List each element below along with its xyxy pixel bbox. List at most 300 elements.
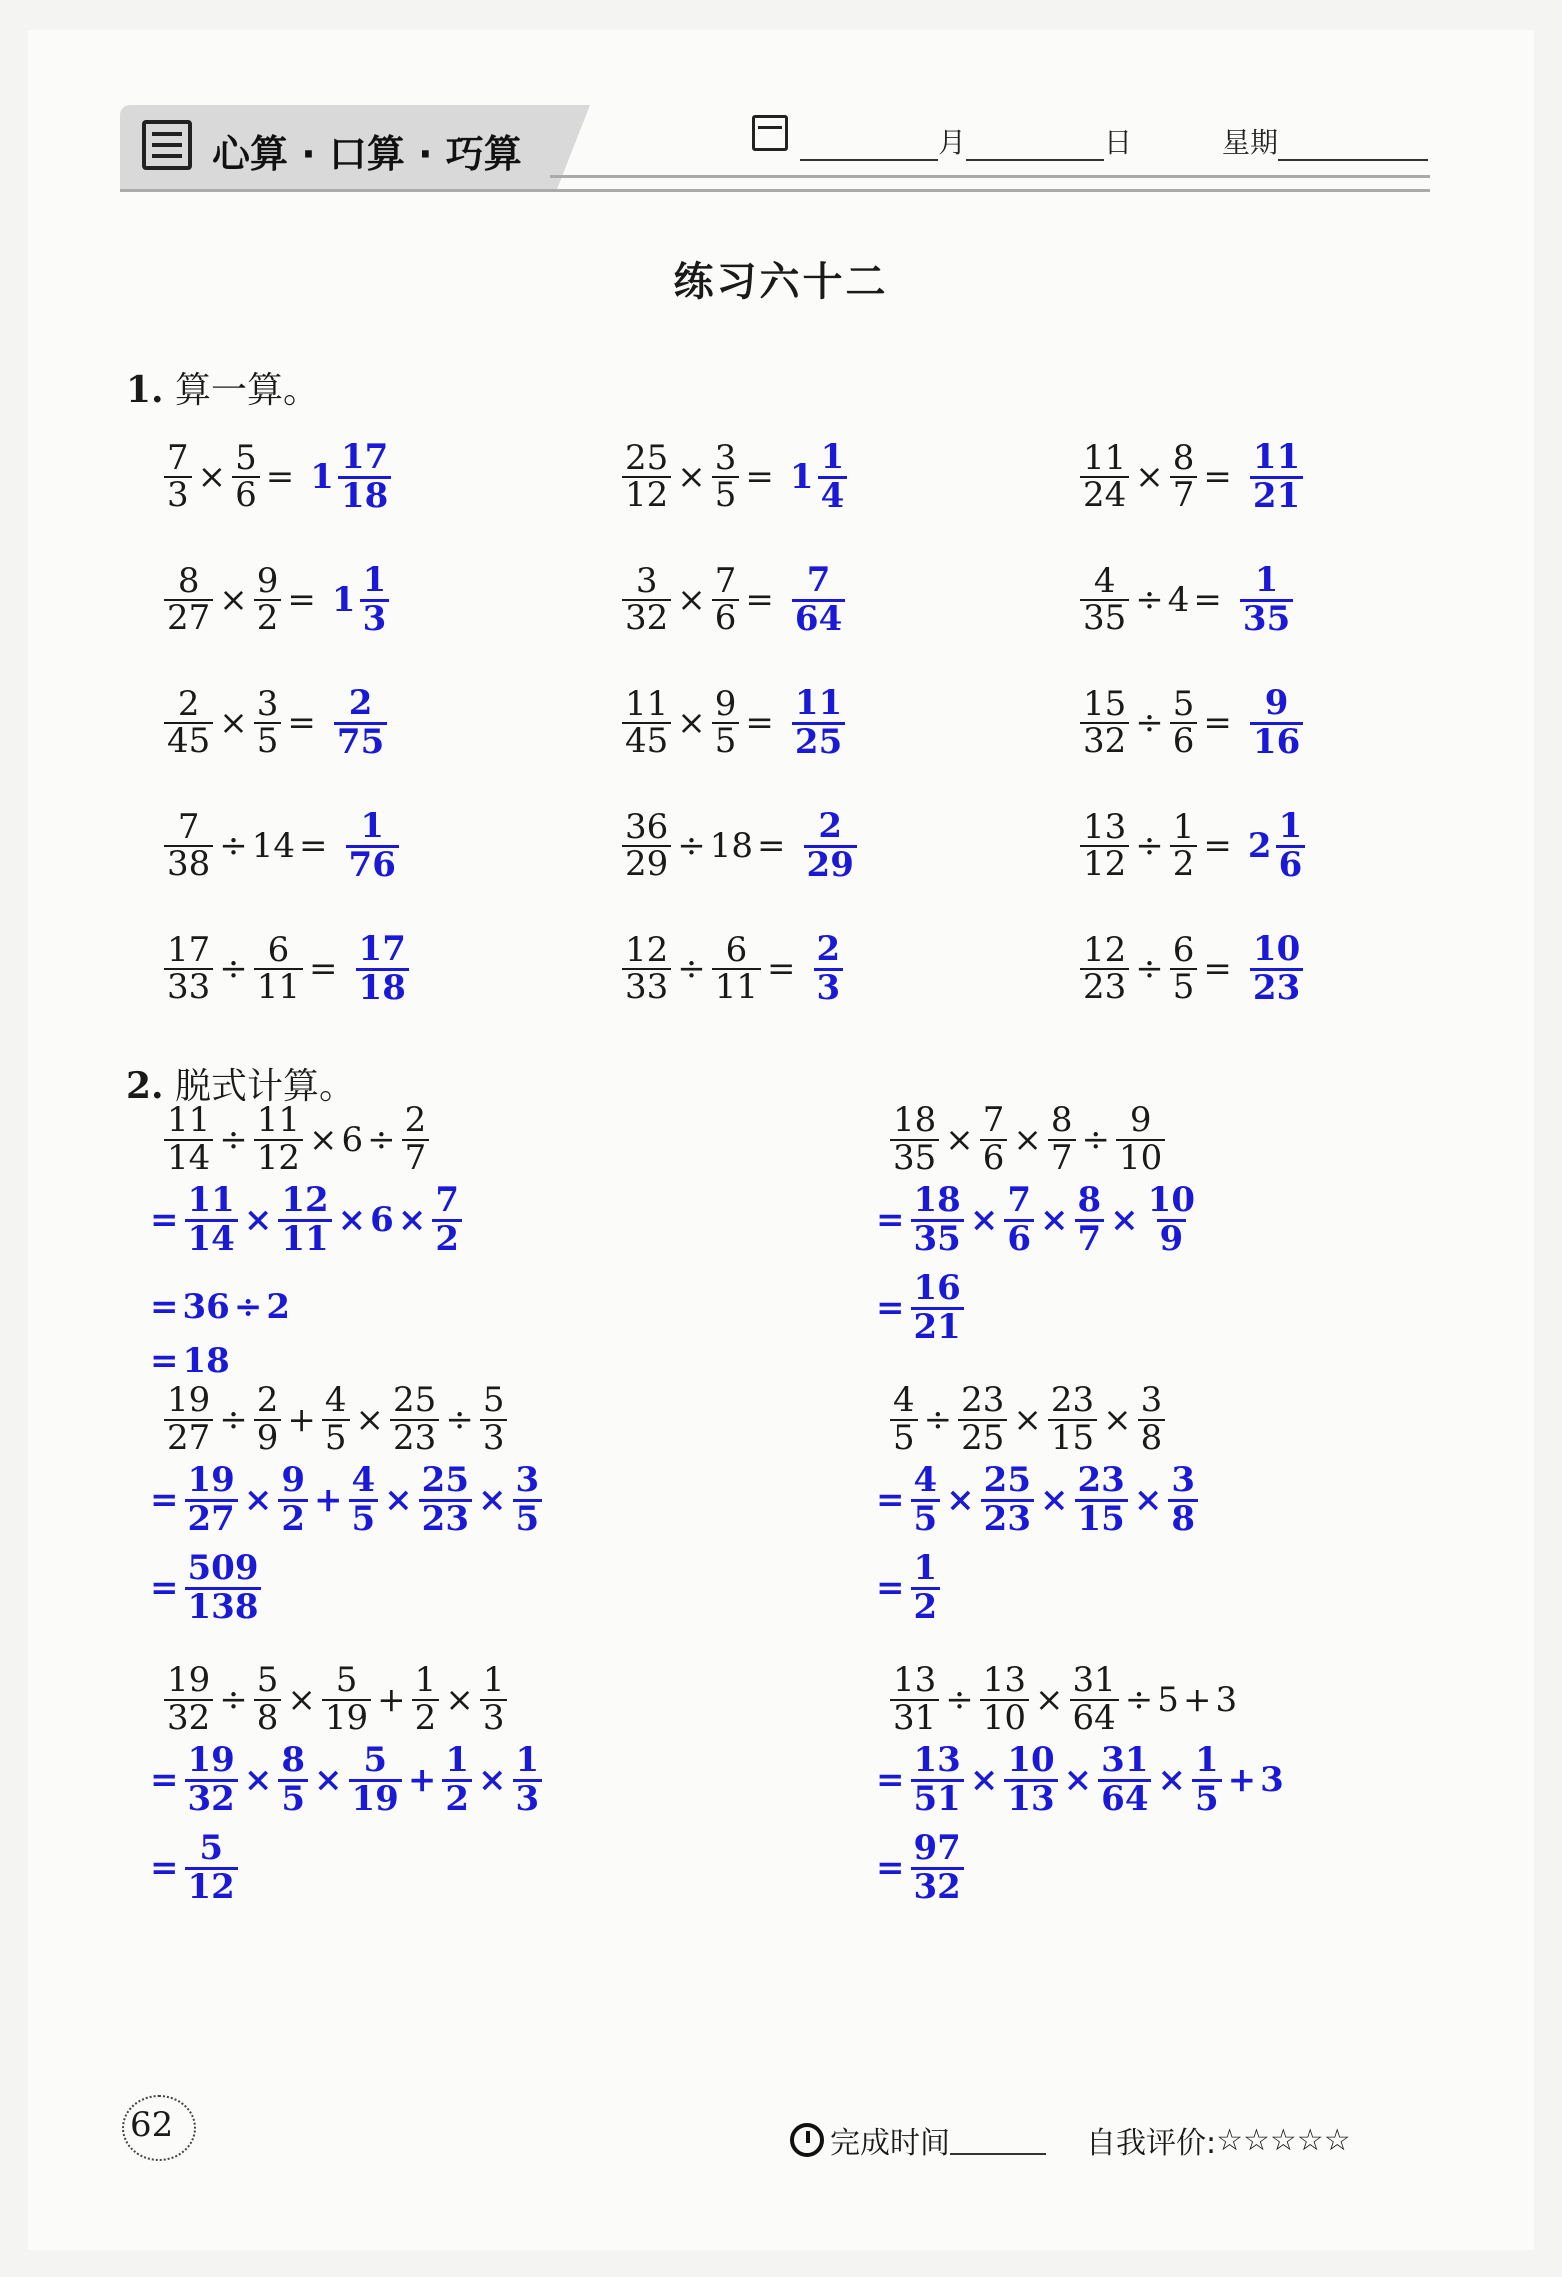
- denominator: 18: [356, 968, 409, 1007]
- numerator: 16: [913, 1268, 961, 1308]
- denominator: 5: [911, 1499, 941, 1538]
- equals-sign: =: [1203, 703, 1232, 744]
- numerator: 4: [913, 1460, 938, 1500]
- numerator: 25: [393, 1380, 437, 1420]
- answer: [1238, 560, 1295, 639]
- numerator: 4: [1093, 560, 1116, 601]
- calc-item: [162, 806, 401, 885]
- denominator: 25: [958, 1419, 1007, 1457]
- denominator: 32: [164, 1699, 213, 1737]
- denominator: 8: [254, 1699, 282, 1737]
- answer: [310, 437, 393, 516]
- operator: ×: [337, 1200, 367, 1241]
- fraction: [1170, 806, 1198, 885]
- denominator: 45: [164, 722, 213, 760]
- denominator: 12: [185, 1867, 238, 1906]
- operator: ÷: [1135, 580, 1164, 621]
- answer: [331, 560, 391, 639]
- clock-icon: [790, 2123, 824, 2157]
- equals-sign: =: [309, 949, 338, 990]
- fraction: [1004, 1180, 1034, 1259]
- section1-heading: 1. 算一算。: [126, 369, 320, 411]
- numerator: 1: [913, 1548, 938, 1588]
- operator: ×: [243, 1200, 273, 1241]
- denominator: 75: [334, 722, 387, 761]
- denominator: 64: [1098, 1779, 1151, 1818]
- answer: [790, 560, 847, 639]
- numerator: 10: [1147, 1180, 1195, 1220]
- fraction: [622, 560, 671, 639]
- answer: [812, 929, 846, 1008]
- equals-sign: =: [876, 1200, 905, 1241]
- operator: ÷: [233, 1287, 263, 1327]
- operator: ÷: [677, 949, 706, 990]
- numerator: 1: [445, 1740, 469, 1780]
- operator: ×: [397, 1200, 427, 1241]
- fraction: [1240, 560, 1293, 639]
- calc-item: [620, 683, 847, 762]
- calc-item: [1078, 560, 1295, 639]
- numerator: 19: [167, 1380, 211, 1420]
- calc-item: [162, 929, 411, 1008]
- calc-item: [620, 929, 845, 1008]
- number: 3: [1260, 1760, 1284, 1801]
- denominator: 6: [232, 476, 260, 514]
- numerator: 1: [1254, 560, 1279, 600]
- fraction: [1075, 1180, 1105, 1259]
- solution-step: [872, 1460, 1200, 1539]
- fraction: [232, 437, 260, 516]
- numerator: 25: [421, 1460, 469, 1500]
- denominator: 21: [1250, 476, 1303, 515]
- denominator: 15: [1075, 1499, 1128, 1538]
- operator: ×: [445, 1679, 474, 1720]
- operator: +: [287, 1399, 316, 1440]
- fraction: [890, 1100, 939, 1178]
- solution-step: [146, 1828, 240, 1907]
- number: 3: [1215, 1679, 1238, 1720]
- denominator: 19: [322, 1699, 371, 1737]
- numerator: 12: [625, 929, 669, 970]
- equals-sign: =: [745, 580, 774, 621]
- denominator: 2: [432, 1219, 462, 1258]
- fraction: [1250, 929, 1303, 1008]
- fraction: [1168, 1460, 1198, 1539]
- number: 6: [370, 1200, 394, 1241]
- fraction: [804, 806, 857, 885]
- number: 36: [182, 1287, 230, 1327]
- equals-sign: =: [876, 1288, 905, 1329]
- operator: ×: [946, 1480, 975, 1521]
- fraction: [254, 1100, 303, 1178]
- fraction: [254, 1380, 282, 1458]
- denominator: 3: [480, 1699, 508, 1737]
- fraction: [712, 560, 740, 639]
- calc-item: [1078, 929, 1305, 1008]
- denominator: 8: [1138, 1419, 1166, 1457]
- eval-label: 自我评价:: [1086, 2126, 1217, 2161]
- fraction: [911, 1180, 964, 1259]
- numerator: 3: [635, 560, 658, 601]
- equals-sign: =: [767, 949, 796, 990]
- denominator: 23: [1080, 968, 1129, 1006]
- denominator: 32: [622, 599, 671, 637]
- numerator: 9: [1129, 1100, 1152, 1140]
- numerator: 9: [256, 560, 279, 601]
- equals-sign: =: [150, 1568, 179, 1609]
- fraction: [322, 1380, 350, 1458]
- abacus-icon: [142, 120, 192, 170]
- numerator: 2: [818, 806, 843, 846]
- time-blank[interactable]: [950, 2125, 1046, 2155]
- solution-step: [872, 1180, 1200, 1259]
- fraction: [390, 1380, 439, 1458]
- denominator: 33: [164, 968, 213, 1006]
- denominator: 2: [442, 1779, 472, 1818]
- header-title: 心算 · 口算 · 巧算: [212, 132, 522, 176]
- denominator: 7: [1075, 1219, 1105, 1258]
- fraction: [1080, 806, 1129, 885]
- operator: ÷: [923, 1399, 953, 1440]
- fraction: [911, 1828, 964, 1907]
- fraction: [356, 929, 409, 1008]
- fraction: [1138, 1380, 1166, 1458]
- numerator: 7: [806, 560, 831, 600]
- fraction: [890, 1660, 939, 1738]
- operator: ×: [1040, 1200, 1069, 1241]
- equals-sign: =: [1193, 580, 1222, 621]
- answer-whole: 1: [310, 457, 334, 498]
- denominator: 12: [254, 1139, 303, 1177]
- operator: ÷: [1135, 826, 1164, 867]
- answer: [1248, 929, 1305, 1008]
- integer: 4: [1167, 580, 1190, 621]
- month-blank[interactable]: [800, 129, 938, 161]
- equals-sign: =: [150, 1480, 179, 1521]
- equals-sign: =: [150, 1848, 179, 1889]
- fraction: [911, 1740, 964, 1819]
- numerator: 17: [167, 929, 211, 970]
- denominator: 6: [1170, 722, 1198, 760]
- numerator: 12: [281, 1180, 329, 1220]
- denominator: 13: [1004, 1779, 1057, 1818]
- operator: ÷: [677, 826, 706, 867]
- denominator: 8: [1168, 1499, 1198, 1538]
- calendar-icon: [752, 115, 788, 151]
- fraction: [911, 1460, 941, 1539]
- numerator: 19: [187, 1460, 235, 1500]
- fraction: [1098, 1740, 1151, 1819]
- answer: [1247, 806, 1307, 885]
- fraction: [164, 1380, 213, 1458]
- denominator: 16: [1250, 722, 1303, 761]
- equals-sign: =: [287, 580, 316, 621]
- denominator: 21: [911, 1307, 964, 1346]
- fraction: [480, 1380, 508, 1458]
- operator: ×: [1133, 1480, 1163, 1521]
- denominator: 24: [1080, 476, 1129, 514]
- numerator: 11: [625, 683, 669, 724]
- fraction: [712, 683, 740, 762]
- numerator: 13: [893, 1660, 937, 1700]
- denominator: 38: [164, 845, 213, 883]
- denominator: 76: [346, 845, 399, 884]
- numerator: 8: [177, 560, 200, 601]
- fraction: [442, 1740, 472, 1819]
- equals-sign: =: [876, 1568, 905, 1609]
- denominator: 19: [349, 1779, 402, 1818]
- denominator: 3: [814, 968, 844, 1007]
- denominator: 35: [1080, 599, 1129, 637]
- denominator: 2: [278, 1499, 308, 1538]
- solution-step: [146, 1740, 544, 1819]
- day-blank[interactable]: [966, 129, 1104, 161]
- fraction: [412, 1660, 440, 1738]
- numerator: 18: [913, 1180, 961, 1220]
- number: 2: [266, 1287, 290, 1327]
- denominator: 2: [1170, 845, 1198, 883]
- denominator: 18: [338, 476, 391, 515]
- section2-heading: 2. 脱式计算。: [126, 1065, 356, 1107]
- page-footer: [790, 2118, 1351, 2162]
- numerator: 5: [363, 1740, 387, 1780]
- numerator: 3: [256, 683, 279, 724]
- denominator: 5: [1170, 968, 1198, 1006]
- equals-sign: =: [299, 826, 328, 867]
- fraction: [1192, 1740, 1222, 1819]
- denominator: 15: [1048, 1419, 1097, 1457]
- numerator: 19: [187, 1740, 235, 1780]
- numerator: 9: [1264, 683, 1289, 723]
- fraction: [1004, 1740, 1057, 1819]
- denominator: 51: [911, 1779, 964, 1818]
- fraction: [818, 437, 848, 516]
- page-title: 练习六十二: [673, 259, 889, 305]
- denominator: 2: [911, 1587, 941, 1626]
- numerator: 31: [1101, 1740, 1149, 1780]
- problem-expression: [162, 1380, 509, 1458]
- page-header: [120, 105, 1430, 195]
- equals-sign: =: [150, 1200, 179, 1241]
- fraction: [164, 929, 213, 1008]
- solution-step: [872, 1740, 1284, 1819]
- equals-sign: =: [745, 457, 774, 498]
- fraction: [1250, 683, 1303, 762]
- denominator: 5: [712, 722, 740, 760]
- fraction: [254, 1660, 282, 1738]
- fraction: [254, 683, 282, 762]
- fraction: [278, 1180, 331, 1259]
- denominator: 23: [1250, 968, 1303, 1007]
- fraction: [334, 683, 387, 762]
- fraction: [164, 437, 192, 516]
- denominator: 6: [1004, 1219, 1034, 1258]
- numerator: 3: [515, 1460, 540, 1500]
- denominator: 64: [1070, 1699, 1119, 1737]
- numerator: 13: [1083, 806, 1127, 847]
- numerator: 2: [404, 1100, 427, 1140]
- operator: +: [1227, 1760, 1257, 1801]
- denominator: 35: [911, 1219, 964, 1258]
- denominator: 27: [164, 599, 213, 637]
- numerator: 3: [1140, 1380, 1163, 1420]
- denominator: 5: [712, 476, 740, 514]
- numerator: 509: [187, 1548, 259, 1588]
- operator: ÷: [219, 826, 248, 867]
- calc-item: [620, 806, 859, 885]
- denominator: 33: [622, 968, 671, 1006]
- denominator: 6: [980, 1139, 1008, 1177]
- problem-expression: [162, 1660, 509, 1738]
- denominator: 23: [419, 1499, 472, 1538]
- fraction: [278, 1460, 308, 1539]
- operator: ÷: [1135, 703, 1164, 744]
- numerator: 1: [1194, 1740, 1219, 1780]
- numerator: 7: [177, 806, 200, 847]
- numerator: 36: [625, 806, 669, 847]
- fraction: [622, 806, 671, 885]
- denominator: 11: [712, 968, 761, 1006]
- numerator: 6: [267, 929, 290, 970]
- calc-item: [1078, 683, 1305, 762]
- operator: ×: [1063, 1760, 1093, 1801]
- operator: +: [1182, 1679, 1212, 1720]
- weekday-label: 星期: [1222, 126, 1279, 159]
- denominator: 25: [792, 722, 845, 761]
- numerator: 31: [1072, 1660, 1116, 1700]
- denominator: 2: [254, 599, 282, 637]
- fraction: [1048, 1380, 1097, 1458]
- equals-sign: =: [757, 826, 786, 867]
- denominator: 27: [185, 1499, 238, 1538]
- denominator: 14: [185, 1219, 238, 1258]
- fraction: [419, 1460, 472, 1539]
- operator: ÷: [945, 1679, 974, 1720]
- weekday-blank[interactable]: [1278, 129, 1428, 161]
- fraction: [1250, 437, 1303, 516]
- operator: ×: [243, 1480, 273, 1521]
- denominator: 35: [890, 1139, 939, 1177]
- operator: ÷: [1081, 1119, 1111, 1160]
- denominator: 138: [185, 1587, 262, 1626]
- fraction: [513, 1740, 543, 1819]
- numerator: 10: [1252, 929, 1301, 969]
- numerator: 4: [324, 1380, 347, 1420]
- fraction: [480, 1660, 508, 1738]
- fraction: [278, 1740, 308, 1819]
- numerator: 1: [1278, 806, 1303, 846]
- denominator: 5: [890, 1419, 918, 1457]
- denominator: 32: [911, 1867, 964, 1906]
- date-fields: [800, 121, 1428, 161]
- denominator: 10: [980, 1699, 1029, 1737]
- denominator: 11: [278, 1219, 331, 1258]
- numerator: 3: [714, 437, 737, 478]
- denominator: 14: [164, 1139, 213, 1177]
- numerator: 25: [625, 437, 669, 478]
- denominator: 32: [185, 1779, 238, 1818]
- numerator: 2: [177, 683, 200, 724]
- denominator: 45: [622, 722, 671, 760]
- fraction: [622, 683, 671, 762]
- denominator: 7: [1048, 1139, 1076, 1177]
- numerator: 23: [1050, 1380, 1095, 1420]
- numerator: 11: [1083, 437, 1127, 478]
- numerator: 11: [794, 683, 843, 723]
- numerator: 5: [482, 1380, 505, 1420]
- operator: ×: [1035, 1679, 1064, 1720]
- rating-stars[interactable]: ☆☆☆☆☆: [1216, 2122, 1351, 2158]
- fraction: [1080, 929, 1129, 1008]
- numerator: 13: [913, 1740, 961, 1780]
- fraction: [911, 1548, 941, 1627]
- numerator: 8: [1077, 1180, 1102, 1220]
- solution-step: [146, 1548, 263, 1627]
- calc-item: [162, 560, 391, 639]
- answer-whole: 1: [789, 457, 814, 498]
- numerator: 9: [714, 683, 737, 724]
- equals-sign: =: [745, 703, 774, 744]
- denominator: 5: [1192, 1779, 1222, 1818]
- fraction: [1080, 437, 1129, 516]
- numerator: 23: [961, 1380, 1005, 1420]
- fraction: [164, 806, 213, 885]
- equals-sign: =: [876, 1760, 905, 1801]
- operator: ÷: [219, 1119, 248, 1160]
- operator: ÷: [367, 1119, 396, 1160]
- fraction: [164, 683, 213, 762]
- calc-item: [162, 437, 393, 516]
- denominator: 5: [254, 722, 282, 760]
- numerator: 11: [187, 1180, 235, 1220]
- denominator: 5: [513, 1499, 543, 1538]
- fraction: [1276, 806, 1306, 885]
- fraction: [1116, 1100, 1165, 1178]
- integer: 18: [709, 826, 754, 867]
- fraction: [185, 1740, 238, 1819]
- solution-step: [872, 1828, 966, 1907]
- denominator: 6: [1276, 845, 1306, 884]
- answer: [344, 806, 401, 885]
- fraction: [1170, 437, 1198, 516]
- numerator: 11: [1252, 437, 1301, 477]
- operator: ×: [478, 1760, 507, 1801]
- numerator: 2: [816, 929, 841, 969]
- equals-sign: =: [150, 1760, 179, 1801]
- numerator: 11: [167, 1100, 211, 1140]
- denominator: 5: [322, 1419, 350, 1457]
- fraction: [338, 437, 391, 516]
- operator: +: [407, 1760, 437, 1801]
- answer: [1248, 683, 1305, 762]
- numerator: 7: [1007, 1180, 1031, 1220]
- fraction: [185, 1180, 238, 1259]
- denominator: 9: [254, 1419, 282, 1457]
- operator: ÷: [219, 1679, 248, 1720]
- time-label: 完成时间: [830, 2126, 950, 2161]
- operator: ÷: [219, 1399, 248, 1440]
- operator: ×: [677, 580, 706, 621]
- numerator: 6: [725, 929, 748, 970]
- denominator: 29: [622, 845, 671, 883]
- numerator: 18: [893, 1100, 937, 1140]
- operator: ×: [309, 1119, 338, 1160]
- denominator: 6: [712, 599, 740, 637]
- fraction: [712, 437, 740, 516]
- numerator: 23: [1077, 1460, 1125, 1500]
- fraction: [164, 1660, 213, 1738]
- fraction: [360, 560, 390, 639]
